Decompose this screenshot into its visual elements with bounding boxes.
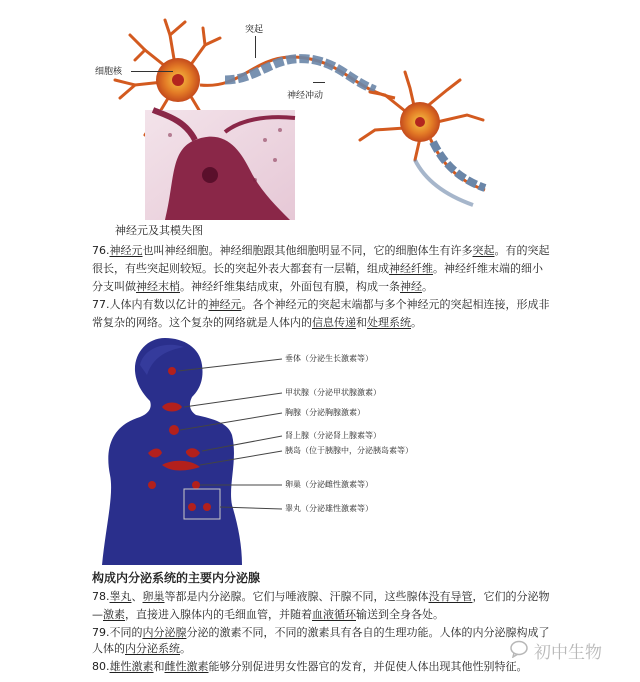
term-nerve-fiber: 神经纤维 [389,262,433,275]
para-76-line-3 [92,278,433,295]
neuron-illustration [75,10,495,220]
para-79-number: 79. [92,626,110,639]
para-80-text-2: 能够分别促进男女性器官的发育，并促使人体出现其他性别特征。 [208,660,528,673]
term-testis: 睾丸 [109,590,132,603]
term-processing-system: 处理系统 [367,316,411,329]
term-process: 突起 [472,244,495,257]
label-impulse-pointer [313,82,325,83]
para-76-line-2 [92,260,543,277]
para-77-line-2 [92,314,422,331]
section-title: 构成内分泌系统的主要内分泌腺 [92,571,261,585]
para-78-text-5: 输送到全身各处。 [356,608,444,621]
para-76-number: 76. [92,244,110,257]
para-80-text-1: 和 [153,660,165,673]
term-blood-circulation: 血液循环 [312,608,356,621]
para-77-line-1 [92,296,550,313]
term-neuron-2: 神经元 [208,298,242,311]
gland-label-pituitary: 垂体（分泌生长激素等） [285,354,373,363]
para-78-line-2 [92,606,444,623]
term-nerve-ending: 神经末梢 [136,280,180,293]
para-79-text-2: 分泌的激素不同，不同的激素具有各自的生理功能。人体的内分泌腺构成了 [186,626,550,639]
para-76-text-1: 也叫神经细胞。神经细胞跟其他细胞明显不同，它的细胞体生有许多 [142,244,473,257]
term-ovary: 卵巢 [142,590,165,603]
label-impulse: 神经冲动 [287,91,324,101]
para-76-line-1 [92,242,550,259]
para-79-text-3: 人体的 [92,642,125,655]
para-77-text-1: 人体内有数以亿计的 [109,298,209,311]
para-80-line-1 [92,658,528,675]
label-dendrite: 突起 [245,25,264,35]
gland-label-pancreatic-islet: 胰岛（位于胰腺中，分泌胰岛素等） [285,446,413,455]
para-78-text-2: 等都是内分泌腺。它们与唾液腺、汗腺不同，这些腺体 [164,590,429,603]
gland-label-testis: 睾丸（分泌雄性激素等） [285,504,373,513]
para-79-text-1: 不同的 [109,626,143,639]
para-77-text-4: 和 [356,316,367,329]
para-78-text-4: ，直接进入腺体内的毛细血管，并随着 [125,608,312,621]
para-78-text-3: ，它们的分泌物 [472,590,550,603]
term-neuron: 神经元 [109,244,143,257]
neuron-figure-caption: 神经元及其模失图 [115,224,203,237]
gland-label-thymus: 胸腺（分泌胸腺激素） [285,408,365,417]
para-78-number: 78. [92,590,110,603]
para-79-text-4: 。 [180,642,191,655]
para-76-text-4: 。神经纤维末端的细小 [433,262,543,275]
para-77-text-3: 常复杂的网络。这个复杂的网络就是人体内的 [92,316,312,329]
label-nucleus: 细胞核 [95,67,123,77]
para-79-line-1 [92,624,550,641]
term-hormone: 激素 [103,608,125,621]
para-76-text-5: 分支叫做 [92,280,136,293]
term-male-hormone: 雄性激素 [109,660,154,673]
term-no-duct: 没有导管 [428,590,473,603]
term-endocrine-gland: 内分泌腺 [142,626,187,639]
para-78-line-1 [92,588,550,605]
para-77-number: 77. [92,298,110,311]
term-nerve: 神经 [400,280,422,293]
term-female-hormone: 雌性激素 [164,660,209,673]
para-76-text-7: 。 [422,280,433,293]
para-78-dash: — [92,608,103,621]
para-76-text-6: 。神经纤维集结成束，外面包有膜，构成一条 [180,280,400,293]
term-endocrine-system: 内分泌系统 [125,642,180,655]
chat-bubble-icon [510,640,530,662]
para-77-text-5: 。 [411,316,422,329]
gland-label-adrenal: 肾上腺（分泌肾上腺素等） [285,431,381,440]
watermark-text: 初中生物 [534,643,602,663]
label-nucleus-pointer [131,71,173,72]
para-79-line-2 [92,640,191,657]
neuron-figure [75,10,495,220]
para-76-text-3: 很长，有些突起则较短。长的突起外表大都套有一层鞘，组成 [92,262,389,275]
para-80-number: 80. [92,660,110,673]
watermark [510,638,602,663]
para-77-text-2: 。各个神经元的突起末端都与多个神经元的突起相连接，形成非 [241,298,550,311]
para-78-text-1: 、 [131,590,143,603]
gland-label-thyroid: 甲状腺（分泌甲状腺激素） [285,388,381,397]
gland-label-ovary: 卵巢（分泌雌性激素等） [285,480,373,489]
label-dendrite-pointer [255,36,256,58]
endocrine-figure [92,335,552,565]
term-info-transfer: 信息传递 [312,316,356,329]
para-76-text-2: 。有的突起 [494,244,550,257]
